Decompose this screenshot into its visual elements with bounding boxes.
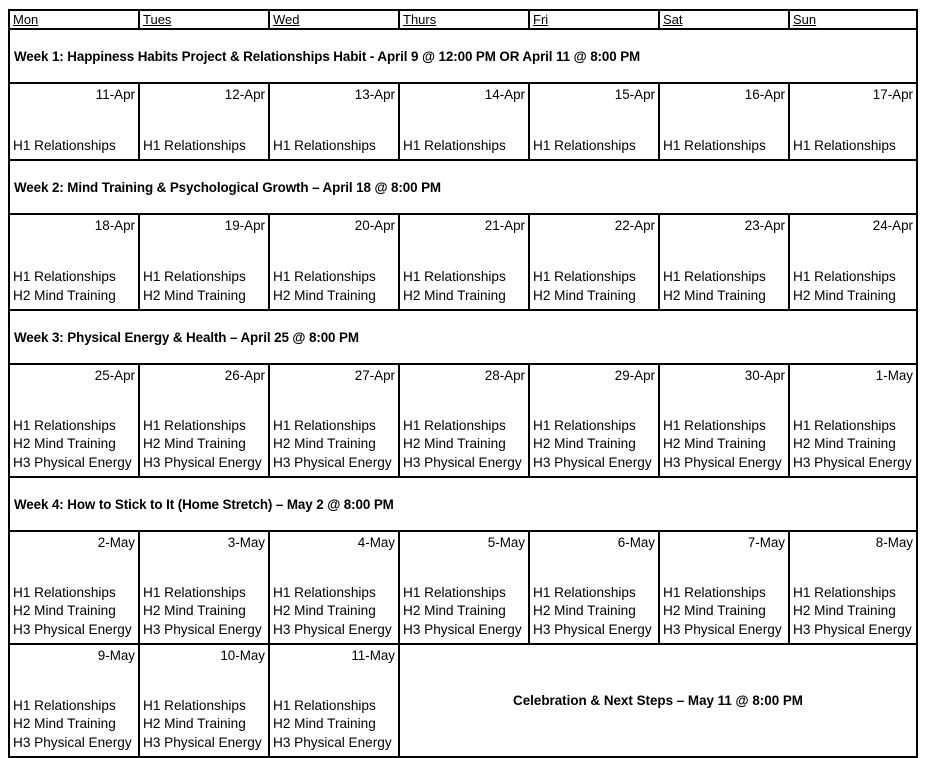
day-cell-content <box>270 218 398 309</box>
habit-item: H3 Physical Energy <box>533 621 652 637</box>
day-date: 9-May <box>97 648 135 663</box>
habit-item: H1 Relationships <box>533 417 636 433</box>
day-header-label: Thurs <box>403 12 437 27</box>
habit-item: H1 Relationships <box>533 137 636 153</box>
day-cell <box>659 214 789 310</box>
habit-item: H1 Relationships <box>273 584 376 600</box>
habit-item: H1 Relationships <box>403 417 506 433</box>
day-cell-content <box>400 218 528 309</box>
habit-list <box>533 584 658 640</box>
habit-item: H2 Mind Training <box>143 716 246 731</box>
habit-item: H1 Relationships <box>793 269 896 284</box>
week-days-row <box>9 644 917 757</box>
day-cell <box>139 83 269 160</box>
habit-item: H3 Physical Energy <box>793 454 912 470</box>
day-header-cell <box>9 10 139 29</box>
habit-item: H3 Physical Energy <box>13 734 132 750</box>
day-header-cell <box>659 10 789 29</box>
day-cell <box>9 83 139 160</box>
day-header-cell <box>399 10 529 29</box>
day-cell-content <box>530 368 658 476</box>
habit-item: H2 Mind Training <box>13 716 116 731</box>
habit-item: H2 Mind Training <box>663 603 766 618</box>
day-cell-content <box>10 368 138 476</box>
week-days-row <box>9 531 917 644</box>
day-cell-content <box>10 87 138 159</box>
day-cell <box>9 531 139 644</box>
day-cell <box>789 83 917 160</box>
day-date: 16-Apr <box>744 87 785 102</box>
habit-list <box>13 417 138 473</box>
habit-item: H1 Relationships <box>663 137 766 153</box>
habit-list <box>13 137 138 156</box>
day-cell <box>789 364 917 477</box>
day-date: 28-Apr <box>484 368 525 383</box>
day-date: 25-Apr <box>94 368 135 383</box>
day-cell-content <box>660 87 788 159</box>
day-cell <box>529 364 659 477</box>
day-cell <box>9 364 139 477</box>
day-date: 26-Apr <box>224 368 265 383</box>
day-cell-content <box>660 218 788 309</box>
day-cell <box>139 214 269 310</box>
habit-list <box>143 137 268 156</box>
day-date: 13-Apr <box>354 87 395 102</box>
habit-item: H1 Relationships <box>13 417 116 433</box>
habit-item: H1 Relationships <box>663 417 766 433</box>
habit-item: H2 Mind Training <box>793 287 896 303</box>
habit-item: H2 Mind Training <box>13 436 116 451</box>
day-header-label: Mon <box>13 12 39 27</box>
habit-item: H3 Physical Energy <box>533 454 652 470</box>
day-date: 22-Apr <box>614 218 655 233</box>
habit-item: H1 Relationships <box>143 584 246 600</box>
day-cell-content <box>270 368 398 476</box>
day-cell-content <box>400 87 528 159</box>
day-date: 2-May <box>97 535 135 550</box>
week-title-row <box>9 29 917 83</box>
habit-item: H3 Physical Energy <box>143 621 262 637</box>
habit-list <box>533 137 658 156</box>
habit-item: H2 Mind Training <box>143 436 246 451</box>
day-cell-content <box>10 648 138 756</box>
week-title: Week 3: Physical Energy & Health – April 25 @ 8:00 PM <box>9 310 917 364</box>
habit-item: H3 Physical Energy <box>143 734 262 750</box>
day-header-label: Tues <box>143 12 172 27</box>
habit-item: H1 Relationships <box>13 269 116 284</box>
habit-item: H2 Mind Training <box>793 436 896 451</box>
day-cell-content <box>270 648 398 756</box>
day-cell <box>529 214 659 310</box>
habit-item: H2 Mind Training <box>13 603 116 618</box>
habit-list <box>533 268 658 305</box>
calendar-table <box>8 9 918 758</box>
habit-item: H1 Relationships <box>273 269 376 284</box>
habit-item: H2 Mind Training <box>793 603 896 618</box>
habit-item: H3 Physical Energy <box>663 454 782 470</box>
habit-item: H2 Mind Training <box>143 603 246 618</box>
habit-list <box>403 417 528 473</box>
day-cell <box>139 531 269 644</box>
day-cell-content <box>10 218 138 309</box>
habit-item: H3 Physical Energy <box>663 621 782 637</box>
habit-list <box>143 584 268 640</box>
habit-item: H3 Physical Energy <box>13 454 132 470</box>
habit-list <box>143 417 268 473</box>
day-cell-content <box>140 218 268 309</box>
habit-item: H1 Relationships <box>533 584 636 600</box>
habit-list <box>403 268 528 305</box>
day-cell <box>529 531 659 644</box>
habit-list <box>663 417 788 473</box>
day-date: 7-May <box>747 535 785 550</box>
day-header-cell <box>789 10 917 29</box>
day-cell <box>269 214 399 310</box>
habit-item: H1 Relationships <box>793 584 896 600</box>
day-date: 30-Apr <box>744 368 785 383</box>
habit-item: H3 Physical Energy <box>273 734 392 750</box>
habit-item: H3 Physical Energy <box>273 621 392 637</box>
day-cell <box>269 364 399 477</box>
day-date: 4-May <box>357 535 395 550</box>
week-title: Week 4: How to Stick to It (Home Stretch) – May 2 @ 8:00 PM <box>9 477 917 531</box>
day-cell <box>529 83 659 160</box>
habit-item: H2 Mind Training <box>533 287 636 303</box>
habit-item: H1 Relationships <box>143 697 246 713</box>
day-cell-content <box>790 368 916 476</box>
day-cell <box>399 531 529 644</box>
day-cell-content <box>140 535 268 643</box>
habit-item: H1 Relationships <box>143 137 246 153</box>
habit-item: H2 Mind Training <box>273 603 376 618</box>
habit-list <box>13 584 138 640</box>
habit-item: H2 Mind Training <box>273 716 376 731</box>
day-header-label: Wed <box>273 12 300 27</box>
habit-item: H1 Relationships <box>663 584 766 600</box>
day-date: 11-May <box>351 648 395 663</box>
habit-item: H1 Relationships <box>403 269 506 284</box>
day-header-label: Sun <box>793 12 817 27</box>
habit-list <box>273 584 398 640</box>
day-cell-content <box>140 648 268 756</box>
day-cell <box>139 644 269 757</box>
day-cell <box>659 531 789 644</box>
habit-item: H1 Relationships <box>793 417 896 433</box>
habit-item: H1 Relationships <box>403 584 506 600</box>
habit-list <box>13 268 138 305</box>
day-header-row <box>9 10 917 29</box>
day-cell-content <box>530 87 658 159</box>
habit-list <box>273 137 398 156</box>
day-date: 10-May <box>220 648 265 663</box>
day-cell-content <box>660 535 788 643</box>
week-title: Week 1: Happiness Habits Project & Relationships Habit - April 9 @ 12:00 PM OR April 11 @ 8:00 PM <box>9 29 917 83</box>
day-date: 6-May <box>617 535 655 550</box>
week-title-row <box>9 310 917 364</box>
day-cell-content <box>660 368 788 476</box>
habit-list <box>793 268 916 305</box>
day-cell <box>269 644 399 757</box>
day-date: 18-Apr <box>94 218 135 233</box>
day-cell <box>789 214 917 310</box>
habit-item: H3 Physical Energy <box>13 621 132 637</box>
habit-item: H1 Relationships <box>663 269 766 284</box>
habit-list <box>403 584 528 640</box>
habit-item: H2 Mind Training <box>143 287 246 303</box>
habit-item: H2 Mind Training <box>663 287 766 303</box>
habit-list <box>403 137 528 156</box>
habit-list <box>793 137 916 156</box>
habit-item: H3 Physical Energy <box>793 621 912 637</box>
habit-item: H2 Mind Training <box>533 603 636 618</box>
day-cell-content <box>530 535 658 643</box>
day-date: 1-May <box>875 368 913 383</box>
day-date: 23-Apr <box>744 218 785 233</box>
day-cell-content <box>530 218 658 309</box>
week-title: Week 2: Mind Training & Psychological Growth – April 18 @ 8:00 PM <box>9 160 917 214</box>
day-date: 27-Apr <box>354 368 395 383</box>
day-cell <box>659 364 789 477</box>
day-date: 8-May <box>875 535 913 550</box>
day-cell-content <box>400 535 528 643</box>
week-days-row <box>9 83 917 160</box>
habit-list <box>273 697 398 753</box>
habit-item: H3 Physical Energy <box>403 621 522 637</box>
day-cell-content <box>140 87 268 159</box>
week-title-row <box>9 477 917 531</box>
day-header-cell <box>529 10 659 29</box>
habit-item: H2 Mind Training <box>403 603 506 618</box>
day-date: 21-Apr <box>484 218 525 233</box>
week-days-row <box>9 364 917 477</box>
habit-item: H1 Relationships <box>273 417 376 433</box>
day-header-cell <box>269 10 399 29</box>
day-cell <box>789 531 917 644</box>
habit-item: H1 Relationships <box>13 697 116 713</box>
habit-item: H2 Mind Training <box>273 287 376 303</box>
habit-item: H2 Mind Training <box>403 436 506 451</box>
habit-list <box>663 584 788 640</box>
habit-list <box>273 417 398 473</box>
habit-item: H1 Relationships <box>13 137 116 153</box>
day-date: 17-Apr <box>872 87 913 102</box>
day-date: 24-Apr <box>872 218 913 233</box>
habit-list <box>13 697 138 753</box>
day-cell-content <box>10 535 138 643</box>
habit-item: H1 Relationships <box>143 417 246 433</box>
day-date: 19-Apr <box>224 218 265 233</box>
day-date: 11-Apr <box>95 87 135 102</box>
habit-item: H1 Relationships <box>273 697 376 713</box>
day-date: 3-May <box>227 535 265 550</box>
day-cell-content <box>790 87 916 159</box>
habit-list <box>793 584 916 640</box>
week-days-row <box>9 214 917 310</box>
habit-list <box>663 268 788 305</box>
day-cell-content <box>790 218 916 309</box>
habit-list <box>143 697 268 753</box>
day-date: 20-Apr <box>354 218 395 233</box>
day-cell <box>139 364 269 477</box>
habit-item: H3 Physical Energy <box>143 454 262 470</box>
day-date: 29-Apr <box>614 368 655 383</box>
day-cell-content <box>270 87 398 159</box>
celebration-note: Celebration & Next Steps – May 11 @ 8:00 PM <box>399 644 917 757</box>
habit-list <box>663 137 788 156</box>
day-date: 12-Apr <box>224 87 265 102</box>
day-cell-content <box>270 535 398 643</box>
day-date: 14-Apr <box>484 87 525 102</box>
habit-list <box>273 268 398 305</box>
habit-item: H1 Relationships <box>143 269 246 284</box>
habit-item: H2 Mind Training <box>403 287 506 303</box>
day-cell <box>399 83 529 160</box>
day-cell <box>399 364 529 477</box>
habit-item: H3 Physical Energy <box>273 454 392 470</box>
day-cell <box>9 214 139 310</box>
habit-item: H1 Relationships <box>273 137 376 153</box>
day-cell <box>399 214 529 310</box>
day-cell <box>659 83 789 160</box>
habit-item: H1 Relationships <box>403 137 506 153</box>
day-header-label: Sat <box>663 12 683 27</box>
day-cell-content <box>790 535 916 643</box>
habit-item: H2 Mind Training <box>663 436 766 451</box>
habit-list <box>143 268 268 305</box>
habit-item: H3 Physical Energy <box>403 454 522 470</box>
day-date: 15-Apr <box>614 87 655 102</box>
day-cell <box>9 644 139 757</box>
day-header-label: Fri <box>533 12 549 27</box>
day-cell <box>269 83 399 160</box>
day-header-cell <box>139 10 269 29</box>
day-cell <box>269 531 399 644</box>
habit-item: H2 Mind Training <box>13 287 116 303</box>
day-cell-content <box>140 368 268 476</box>
day-cell-content <box>400 368 528 476</box>
habit-list <box>793 417 916 473</box>
day-date: 5-May <box>487 535 525 550</box>
habit-item: H2 Mind Training <box>533 436 636 451</box>
habit-item: H2 Mind Training <box>273 436 376 451</box>
habit-item: H1 Relationships <box>533 269 636 284</box>
habit-list <box>533 417 658 473</box>
habit-item: H1 Relationships <box>13 584 116 600</box>
week-title-row <box>9 160 917 214</box>
habit-item: H1 Relationships <box>793 137 896 153</box>
